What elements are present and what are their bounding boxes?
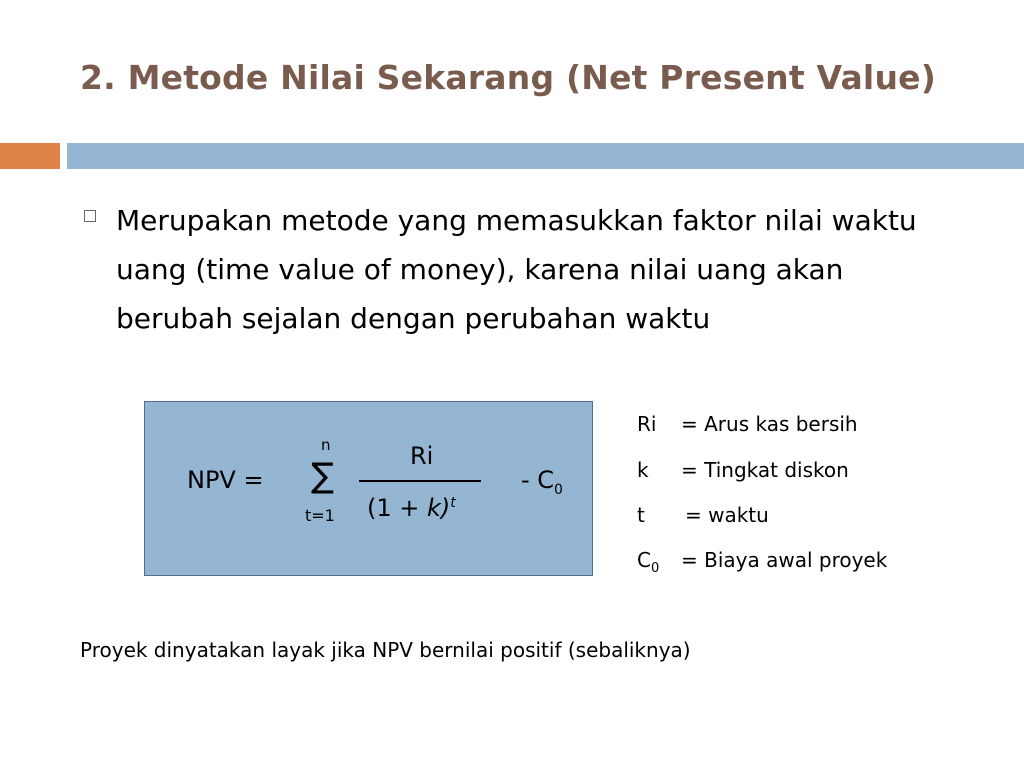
accent-bar-orange: [0, 143, 60, 169]
slide-title: 2. Metode Nilai Sekarang (Net Present Value): [80, 58, 937, 97]
sum-upper-limit: n: [321, 436, 331, 454]
footer-note: Proyek dinyatakan layak jika NPV bernilai positif (sebaliknya): [80, 638, 691, 662]
sum-lower-limit: t=1: [305, 506, 335, 525]
legend-definition: = Tingkat diskon: [681, 458, 849, 482]
legend-definition: = Arus kas bersih: [681, 412, 858, 436]
accent-bar-blue: [67, 143, 1024, 169]
bullet-item: [82, 196, 962, 343]
square-bullet-icon: [84, 210, 96, 222]
legend-definition: = Biaya awal proyek: [681, 548, 888, 572]
formula-minus-term: - $C_0$: [521, 466, 563, 498]
fraction-line: [359, 480, 481, 482]
legend-symbol: t: [637, 503, 645, 527]
bullet-text: Merupakan metode yang memasukkan faktor nilai waktu uang (time value of money), karena nilai uang akan berubah sejalan dengan perubahan waktu: [116, 204, 917, 335]
legend-symbol: $C_0$: [637, 548, 660, 576]
legend-symbol: Ri: [637, 412, 657, 436]
formula-numerator: Ri: [410, 442, 434, 470]
sigma-icon: ∑: [311, 456, 334, 496]
formula-lhs: NPV =: [187, 466, 264, 494]
legend-definition: = waktu: [685, 503, 769, 527]
npv-formula-box: [144, 401, 593, 576]
legend-symbol: k: [637, 458, 649, 482]
formula-denominator: $(1 + k)^t$: [367, 494, 456, 522]
